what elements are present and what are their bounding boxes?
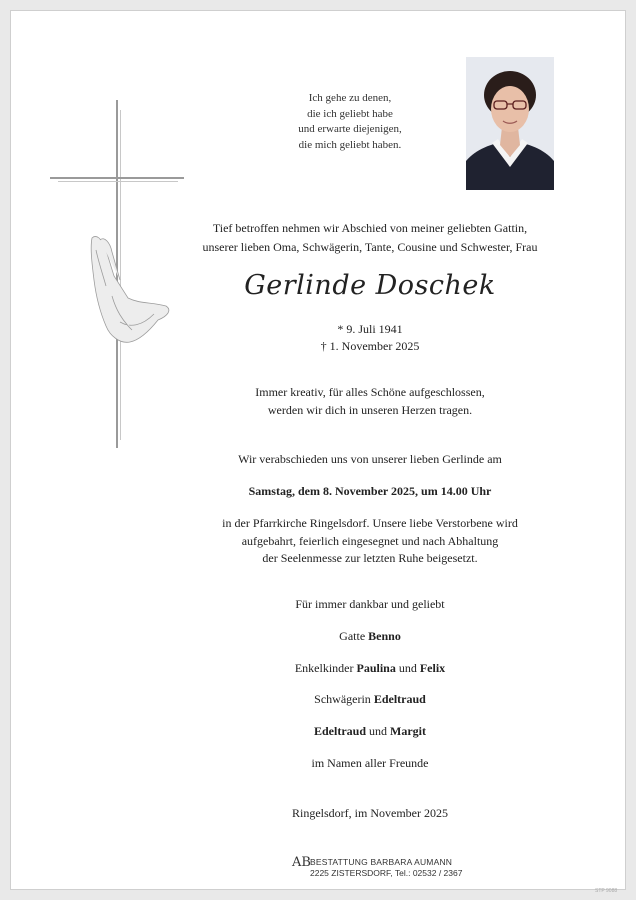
spouse-name: Benno — [368, 629, 401, 643]
mourner-friends: im Namen aller Freunde — [311, 756, 429, 770]
funeral-home-name: BESTATTUNG BARBARA AUMANN — [310, 857, 453, 867]
sisterinlaw-prefix: Schwägerin — [314, 692, 371, 706]
conjunction: und — [398, 661, 417, 675]
grandchild-name: Paulina — [356, 661, 396, 675]
print-code: STP 9088 — [595, 888, 618, 894]
place-date: Ringelsdorf, im November 2025 — [292, 806, 448, 820]
service-details-line: in der Pfarrkirche Ringelsdorf. Unsere liebe Verstorbene wird — [222, 516, 518, 530]
poem — [270, 91, 430, 153]
service-details-line: aufgebahrt, feierlich eingesegnet und nach Abhaltung — [241, 533, 499, 548]
service-details — [175, 515, 565, 568]
portrait-photo — [466, 57, 554, 190]
sisterinlaw-name: Edeltraud — [373, 692, 426, 706]
service-details-line: der Seelenmesse zur letzten Ruhe beigesetzt. — [262, 551, 478, 565]
poem-line: die ich geliebt habe — [307, 107, 393, 120]
quote-line: werden wir dich in unseren Herzen tragen. — [267, 402, 473, 417]
poem-line: und erwarte diejenigen, — [298, 123, 402, 135]
grandchild-name: Felix — [419, 661, 446, 675]
intro-line: unserer lieben Oma, Schwägerin, Tante, Cousine und Schwester, Frau — [202, 240, 538, 254]
funeral-home-address: 2225 ZISTERSDORF, Tel.: 02532 / 2367 — [310, 868, 463, 878]
mourner-pair — [175, 724, 565, 739]
pair-name: Margit — [390, 724, 426, 738]
conjunction: und — [369, 724, 388, 738]
quote-line: Immer kreativ, für alles Schöne aufgeschlossen, — [255, 385, 485, 399]
cross-praying-hands-icon — [50, 100, 190, 450]
grandchildren-prefix: Enkelkinder — [294, 661, 354, 675]
mourner-spouse — [175, 629, 565, 644]
life-dates — [175, 321, 565, 355]
funeral-home-logo: AB — [292, 855, 311, 870]
memorial-quote — [175, 384, 565, 419]
poem-line: Ich gehe zu denen, — [308, 92, 392, 104]
pair-name: Edeltraud — [314, 724, 367, 738]
death-date: † 1. November 2025 — [320, 339, 420, 353]
birth-date: * 9. Juli 1941 — [337, 322, 403, 336]
intro-text — [175, 219, 565, 257]
service-intro: Wir verabschieden uns von unserer lieben Gerlinde am — [238, 452, 502, 466]
mourner-sisterinlaw — [175, 692, 565, 707]
deceased-name: Gerlinde Doschek — [244, 270, 496, 301]
intro-line: Tief betroffen nehmen wir Abschied von meiner geliebten Gattin, — [212, 221, 528, 235]
poem-line: die mich geliebt haben. — [298, 138, 402, 151]
spouse-prefix: Gatte — [339, 629, 366, 643]
mourners-heading: Für immer dankbar und geliebt — [295, 597, 445, 611]
service-date: Samstag, dem 8. November 2025, um 14.00 Uhr — [248, 484, 492, 498]
mourner-grandchildren — [175, 661, 565, 676]
